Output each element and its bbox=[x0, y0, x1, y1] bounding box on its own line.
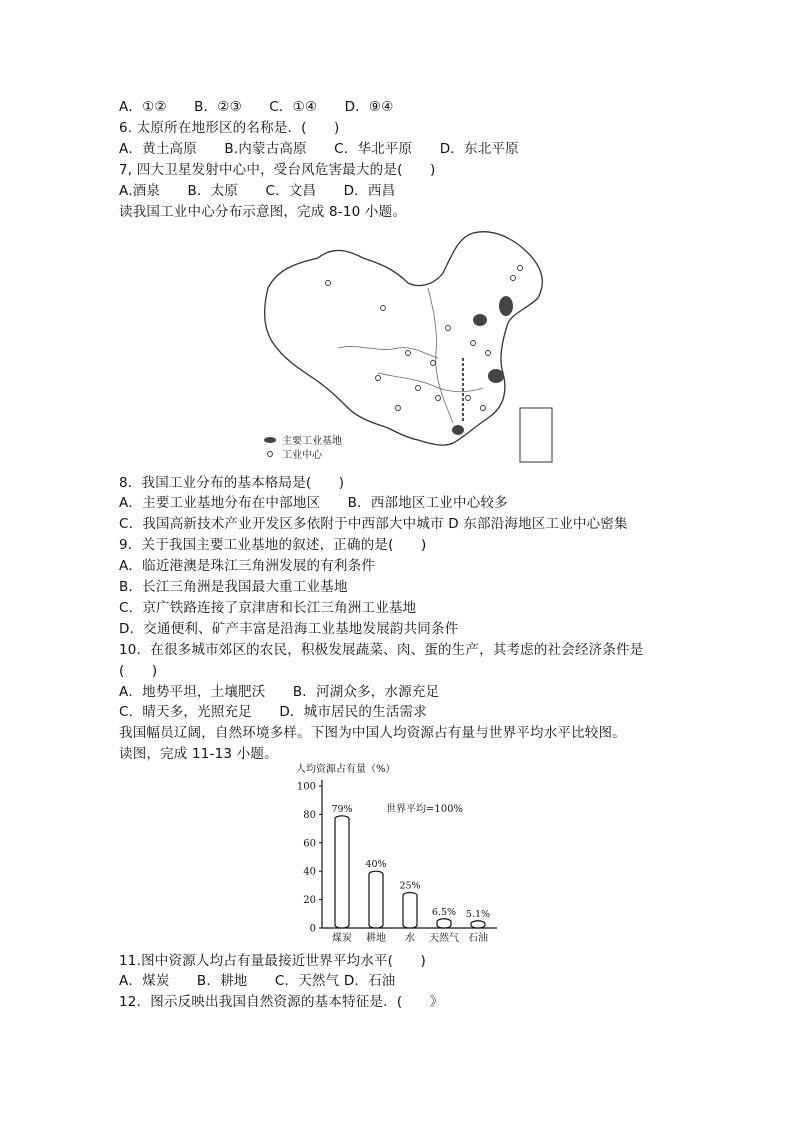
value-label: 5.1% bbox=[465, 908, 491, 920]
category-label: 煤炭 bbox=[332, 933, 352, 944]
q7-options: A.酒泉 B．太原 C．文昌 D．西昌 bbox=[119, 183, 396, 199]
legend-center-symbol bbox=[268, 452, 273, 457]
q8-options-ab: A．主要工业基地分布在中部地区 B．西部地区工业中心较多 bbox=[119, 495, 508, 511]
q12-stem: 12．图示反映出我国自然资源的基本特征是．( 》 bbox=[119, 994, 444, 1010]
map-outline bbox=[265, 232, 543, 445]
value-label: 25% bbox=[399, 880, 421, 892]
category-label: 水 bbox=[405, 933, 415, 944]
q9-option-d: D．交通便利、矿产丰富是沿海工业基地发展韵共同条件 bbox=[119, 621, 459, 637]
intro-11-13-a: 我国幅员辽阔，自然环境多样。下图为中国人均资源占有量与世界平均水平比较图。 bbox=[119, 725, 626, 741]
y-tick-label: 40 bbox=[303, 866, 316, 878]
category-label: 石油 bbox=[468, 933, 488, 944]
category-label: 耕地 bbox=[366, 933, 386, 944]
q11-stem: 11.图中资源人均占有量最接近世界平均水平( ) bbox=[119, 953, 427, 969]
industry-base-marker bbox=[473, 314, 487, 326]
province-line bbox=[378, 373, 483, 392]
chart-annotation: 世界平均=100% bbox=[386, 804, 463, 815]
y-tick-label: 0 bbox=[309, 923, 316, 935]
bar-石油 bbox=[471, 921, 485, 928]
q5-options: A．①② B．②③ C．①④ D．⑨④ bbox=[119, 99, 394, 115]
q9-stem: 9．关于我国主要工业基地的叙述，正确的是( ) bbox=[119, 537, 427, 553]
y-tick-label: 100 bbox=[296, 781, 316, 793]
legend-base-symbol bbox=[264, 437, 276, 443]
legend-center-label: 工业中心 bbox=[282, 450, 322, 461]
q9-option-a: A．临近港澳是珠江三角洲发展的有利条件 bbox=[119, 558, 376, 574]
value-label: 6.5% bbox=[431, 906, 457, 918]
q8-stem: 8．我国工业分布的基本格局是( ) bbox=[119, 475, 345, 491]
q10-options-ab: A．地势平坦，土壤肥沃 B．河湖众多，水源充足 bbox=[119, 684, 440, 700]
bar-耕地 bbox=[369, 871, 383, 928]
industry-map bbox=[258, 228, 554, 468]
legend-base-label: 主要工业基地 bbox=[282, 436, 342, 447]
industry-base-marker bbox=[452, 425, 464, 435]
q9-option-c: C．京广铁路连接了京津唐和长江三角洲工业基地 bbox=[119, 600, 417, 616]
y-tick-label: 20 bbox=[303, 895, 316, 907]
q10-paren: ( ) bbox=[119, 663, 158, 679]
q8-options-cd: C．我国高新技术产业开发区多依附于中西部大中城市 D 东部沿海地区工业中心密集 bbox=[119, 516, 628, 532]
intro-8-10: 读我国工业中心分布示意图，完成 8-10 小题。 bbox=[119, 204, 407, 220]
q11-options: A．煤炭 B．耕地 C．天然气 D．石油 bbox=[119, 973, 396, 989]
q10-options-cd: C．晴天多，光照充足 D．城市居民的生活需求 bbox=[119, 704, 427, 720]
category-label: 天然气 bbox=[429, 933, 459, 944]
q10-stem: 10．在很多城市郊区的农民，积极发展蔬菜、肉、蛋的生产，其考虑的社会经济条件是 bbox=[119, 642, 644, 658]
y-tick-label: 60 bbox=[303, 838, 316, 850]
q9-option-b: B．长江三角洲是我国最大重工业基地 bbox=[119, 579, 348, 595]
q6-options: A．黄土高原 B.内蒙古高原 C．华北平原 D．东北平原 bbox=[119, 141, 519, 157]
industry-base-marker bbox=[499, 296, 513, 316]
y-tick-label: 80 bbox=[303, 809, 316, 821]
industry-base-marker bbox=[488, 369, 504, 383]
bar-煤炭 bbox=[335, 816, 349, 928]
q7-stem: 7, 四大卫星发射中心中，受台风危害最大的是( ) bbox=[119, 162, 436, 178]
value-label: 40% bbox=[365, 859, 387, 871]
bar-天然气 bbox=[437, 919, 451, 928]
value-label: 79% bbox=[331, 803, 353, 815]
intro-11-13-b: 读图，完成 11-13 小题。 bbox=[119, 746, 278, 762]
q6-stem: 6. 太原所在地形区的名称是．( ) bbox=[119, 120, 340, 136]
bar-水 bbox=[403, 893, 417, 929]
chart-title: 人均资源占有量（%） bbox=[296, 764, 396, 775]
province-line bbox=[338, 347, 438, 358]
resource-bar-chart bbox=[288, 760, 508, 948]
industry-centers bbox=[326, 266, 523, 411]
south-sea-inset bbox=[520, 408, 552, 462]
